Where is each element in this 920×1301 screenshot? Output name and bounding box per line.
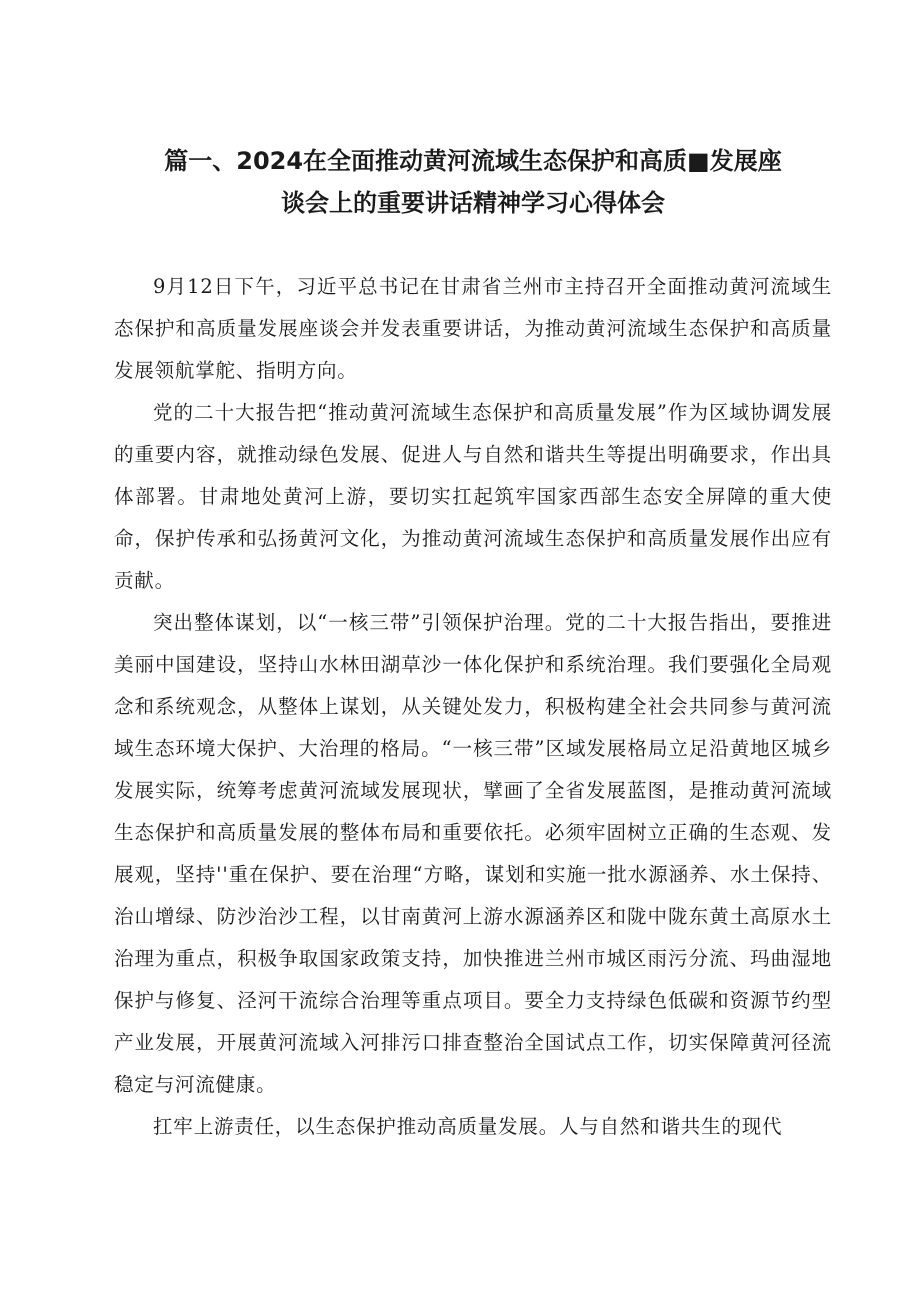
title-line-2: 谈会上的重要讲话精神学习心得体会 <box>281 189 665 217</box>
paragraph-2: 党的二十大报告把“推动黄河流域生态保护和高质量发展”作为区域协调发展的重要内容，就推动绿色发展、促进人与自然和谐共生等提出明确要求，作出具体部署。甘肃地处黄河上游，要切实扛起筑牢国家西部生态安全屏障的重大使命，保护传承和弘扬黄河文化，为推动黄河流域生态保护和高质量发展作出应有贡献。 <box>114 401 832 592</box>
paragraph-1: 9月12日下午，习近平总书记在甘肃省兰州市主持召开全面推动黄河流域生态保护和高质量发展座谈会并发表重要讲话，为推动黄河流域生态保护和高质量发展领航掌舵、指明方向。 <box>114 275 832 382</box>
document-title <box>114 140 832 224</box>
paragraph-3: 突出整体谋划，以“一核三带”引领保护治理。党的二十大报告指出，要推进美丽中国建设，坚持山水林田湖草沙一体化保护和系统治理。我们要强化全局观念和系统观念，从整体上谋划，从关键处发力，积极构建全社会共同参与黄河流域生态环境大保护、大治理的格局。“一核三带”区域发展格局立足沿黄地区城乡发展实际，统筹考虑黄河流域发展现状，擘画了全省发展蓝图，是推动黄河流域生态保护和高质量发展的整体布局和重要依托。必须牢固树立正确的生态观、发展观，坚持''重在保护、要在治理“方略，谋划和实施一批水源涵养、水土保持、治山增绿、防沙治沙工程，以甘南黄河上游水源涵养区和陇中陇东黄土高原水土治理为重点，积极争取国家政策支持，加快推进兰州市城区雨污分流、玛曲湿地保护与修复、泾河干流综合治理等重点项目。要全力支持绿色低碳和资源节约型产业发展，开展黄河流域入河排污口排查整治全国试点工作，切实保障黄河径流稳定与河流健康。 <box>114 611 832 1096</box>
title-line-1: 篇一、2024在全面推动黄河流域生态保护和高质■发展座 <box>164 147 782 175</box>
document-body <box>114 266 832 1148</box>
paragraph-4: 扛牢上游责任，以生态保护推动高质量发展。人与自然和谐共生的现代 <box>153 1115 783 1138</box>
